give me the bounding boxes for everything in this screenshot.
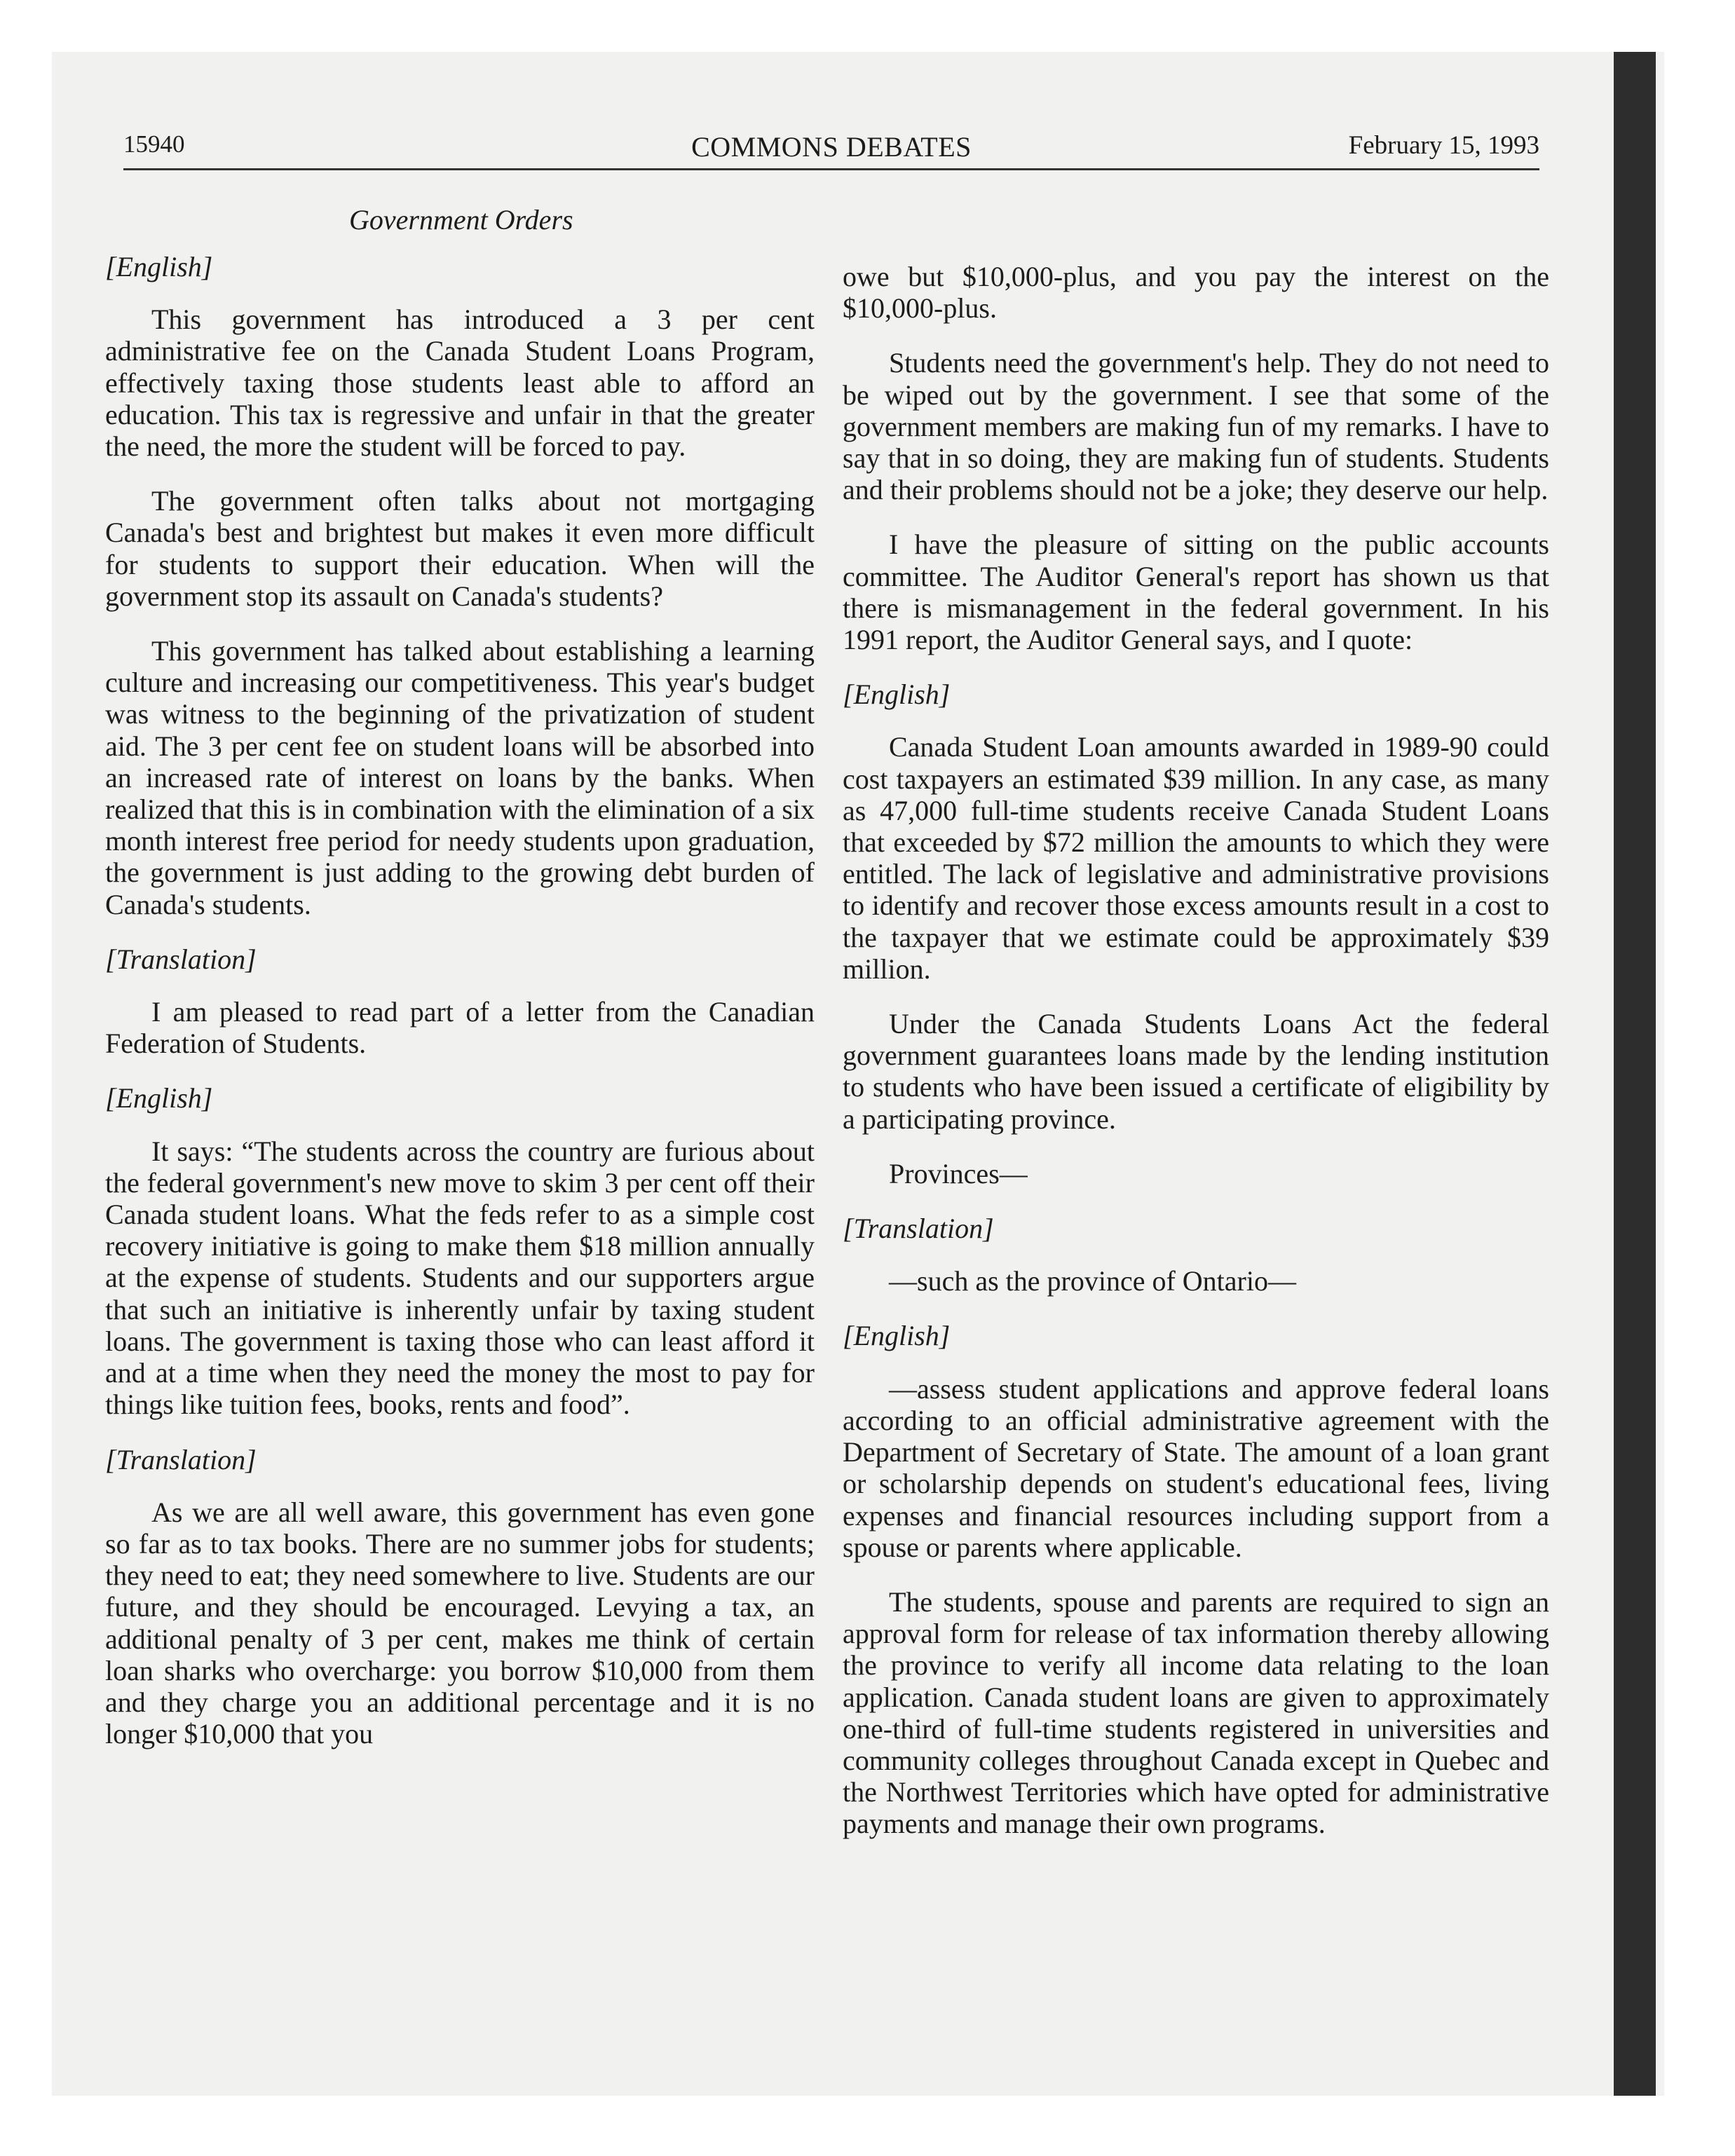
paragraph: I am pleased to read part of a letter from the Canadian Federation of Students.	[105, 996, 815, 1060]
language-tag: [English]	[105, 1082, 213, 1114]
language-tag: [English]	[843, 1320, 951, 1352]
paragraph: This government has talked about establishing a learning culture and increasing our competitiveness. This year's budget was witness to the beginning of the privatization of student aid. The 3 per cent fee on student loans will be absorbed into an increased rate of interest on loans by the banks. When realized that this is in combination with the elimination of a six month interest free period for needy students upon graduation, the government is just adding to the growing debt burden of Canada's students.	[105, 635, 815, 920]
paragraph-auditor-quote: Canada Student Loan amounts awarded in 1989-90 could cost taxpayers an estimated $39 million. In any case, as many as 47,000 full-time students receive Canada Student Loans that exceeded by $72 million the amounts to which they were entitled. The lack of legislative and administrative provisions to identify and recover those excess amounts result in a cost to the taxpayer that we estimate could be approximately $39 million.	[843, 731, 1549, 985]
paragraph: This government has introduced a 3 per cent administrative fee on the Canada Student Loans Program, effectively taxing those students least able to afford an education. This tax is regressive and unfair in that the greater the need, the more the student will be forced to pay.	[105, 303, 815, 463]
paragraph: As we are all well aware, this government has even gone so far as to tax books. There are no summer jobs for students; they need to eat; they need somewhere to live. Students are our future, and they should be encouraged. Levying a tax, an additional penalty of 3 per cent, makes me think of certain loan sharks who overcharge: you borrow $10,000 from them and they charge you an additional percentage and it is no longer $10,000 that you	[105, 1496, 815, 1750]
paragraph: Under the Canada Students Loans Act the federal government guarantees loans made by the lending institution to students who have been issued a certificate of eligibility by a participating province.	[843, 1008, 1549, 1135]
language-tag: [English]	[843, 678, 951, 711]
paragraph-short: Provinces—	[889, 1157, 1028, 1189]
paragraph-letter-quote: It says: “The students across the country are furious about the federal government's new move to skim 3 per cent off their Canada student loans. What the feds refer to as a simple cost recovery initiative is going to make them $18 million annually at the expense of students. Students and our supporters argue that such an initiative is inherently unfair by taxing student loans. The government is taxing those who can least afford it and at a time when they need the money the most to pay for things like tuition fees, books, rents and food”.	[105, 1135, 815, 1421]
paragraph: Students need the government's help. They do not need to be wiped out by the government. I see that some of the government members are making fun of my remarks. I have to say that in so doing, they are making fun of students. Students and their problems should not be a joke; they deserve our help.	[843, 347, 1549, 506]
paragraph-continued: owe but $10,000-plus, and you pay the interest on the $10,000-plus.	[843, 261, 1549, 325]
issue-date: February 15, 1993	[1348, 131, 1539, 160]
left-column	[105, 251, 815, 1773]
paragraph: The students, spouse and parents are required to sign an approval form for release of tax information thereby allowing the province to verify all income data relating to the loan application. Canada student loans are given to approximately one-third of full-time students registered in universities and community colleges throughout Canada except in Quebec and the Northwest Territories which have opted for administrative payments and manage their own programs.	[843, 1585, 1549, 1840]
page-number: 15940	[123, 130, 185, 158]
language-tag: [Translation]	[105, 943, 257, 975]
page-header	[123, 130, 1539, 170]
scan-edge-shadow	[1614, 52, 1656, 2096]
language-tag: [Translation]	[843, 1213, 994, 1245]
section-title: Government Orders	[349, 204, 573, 236]
paragraph-short: —such as the province of Ontario—	[889, 1265, 1296, 1297]
paragraph: The government often talks about not mortgaging Canada's best and brightest but makes it even more difficult for students to support their education. When will the government stop its assault on Canada's students?	[105, 485, 815, 612]
paragraph: I have the pleasure of sitting on the public accounts committee. The Auditor General's report has shown us that there is mismanagement in the federal government. In his 1991 report, the Auditor General says, and I quote:	[843, 528, 1549, 656]
header-rule	[123, 168, 1539, 170]
right-column	[843, 261, 1549, 1863]
journal-title: COMMONS DEBATES	[691, 131, 972, 163]
language-tag: [English]	[105, 251, 213, 282]
paragraph: —assess student applications and approve federal loans according to an official administrative agreement with the Department of Secretary of State. The amount of a loan grant or scholarship depends on student's educational fees, living expenses and financial resources including support from a spouse or parents where applicable.	[843, 1372, 1549, 1563]
language-tag: [Translation]	[105, 1443, 257, 1475]
